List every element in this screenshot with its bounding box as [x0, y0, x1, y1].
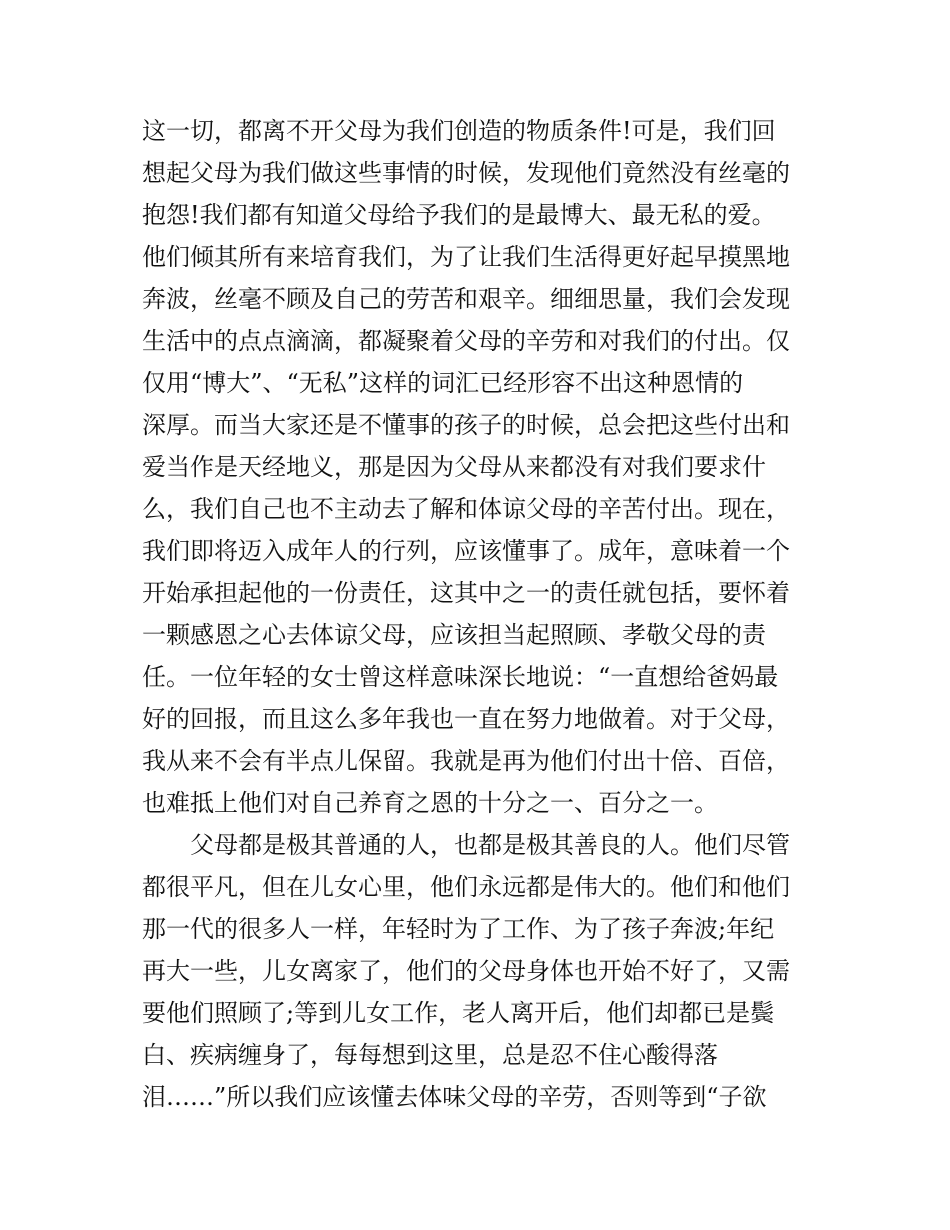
text-line: 这一切，都离不开父母为我们创造的物质条件!可是，我们回	[142, 117, 776, 145]
text-line: 都很平凡，但在儿女心里，他们永远都是伟大的。他们和他们	[142, 873, 790, 901]
text-line: 要他们照顾了;等到儿女工作，老人离开后，他们却都已是鬓	[142, 999, 775, 1027]
text-line: 泪……”所以我们应该懂去体味父母的辛劳，否则等到“子欲	[142, 1083, 767, 1111]
text-line: 么，我们自己也不主动去了解和体谅父母的辛苦付出。现在，	[142, 495, 790, 523]
text-line: 好的回报，而且这么多年我也一直在努力地做着。对于父母，	[142, 705, 790, 733]
text-line: 那一代的很多人一样，年轻时为了工作、为了孩子奔波;年纪	[142, 915, 775, 943]
text-line: 深厚。而当大家还是不懂事的孩子的时候，总会把这些付出和	[142, 411, 790, 439]
text-line: 我们即将迈入成年人的行列，应该懂事了。成年，意味着一个	[142, 537, 790, 565]
paragraph-first-line: 父母都是极其普通的人，也都是极其善良的人。他们尽管	[190, 831, 790, 859]
document-body	[142, 110, 822, 1118]
text-line: 一颗感恩之心去体谅父母，应该担当起照顾、孝敬父母的责	[142, 621, 766, 649]
text-line: 再大一些，儿女离家了，他们的父母身体也开始不好了，又需	[142, 957, 790, 985]
text-line: 任。一位年轻的女士曾这样意味深长地说：“一直想给爸妈最	[142, 663, 779, 691]
text-line: 爱当作是天经地义，那是因为父母从来都没有对我们要求什	[142, 453, 766, 481]
text-line: 他们倾其所有来培育我们，为了让我们生活得更好起早摸黑地	[142, 243, 790, 271]
text-line: 我从来不会有半点儿保留。我就是再为他们付出十倍、百倍，	[142, 747, 790, 775]
text-line: 仅用“博大”、“无私”这样的词汇已经形容不出这种恩情的	[142, 369, 744, 397]
text-line: 抱怨!我们都有知道父母给予我们的是最博大、最无私的爱。	[142, 201, 776, 229]
text-line: 开始承担起他的一份责任，这其中之一的责任就包括，要怀着	[142, 579, 790, 607]
text-line: 奔波，丝毫不顾及自己的劳苦和艰辛。细细思量，我们会发现	[142, 285, 790, 313]
text-line: 白、疾病缠身了，每每想到这里，总是忍不住心酸得落	[142, 1041, 718, 1069]
text-line: 也难抵上他们对自己养育之恩的十分之一、百分之一。	[142, 789, 718, 817]
text-line: 生活中的点点滴滴，都凝聚着父母的辛劳和对我们的付出。仅	[142, 327, 790, 355]
text-line: 想起父母为我们做这些事情的时候，发现他们竟然没有丝毫的	[142, 159, 790, 187]
